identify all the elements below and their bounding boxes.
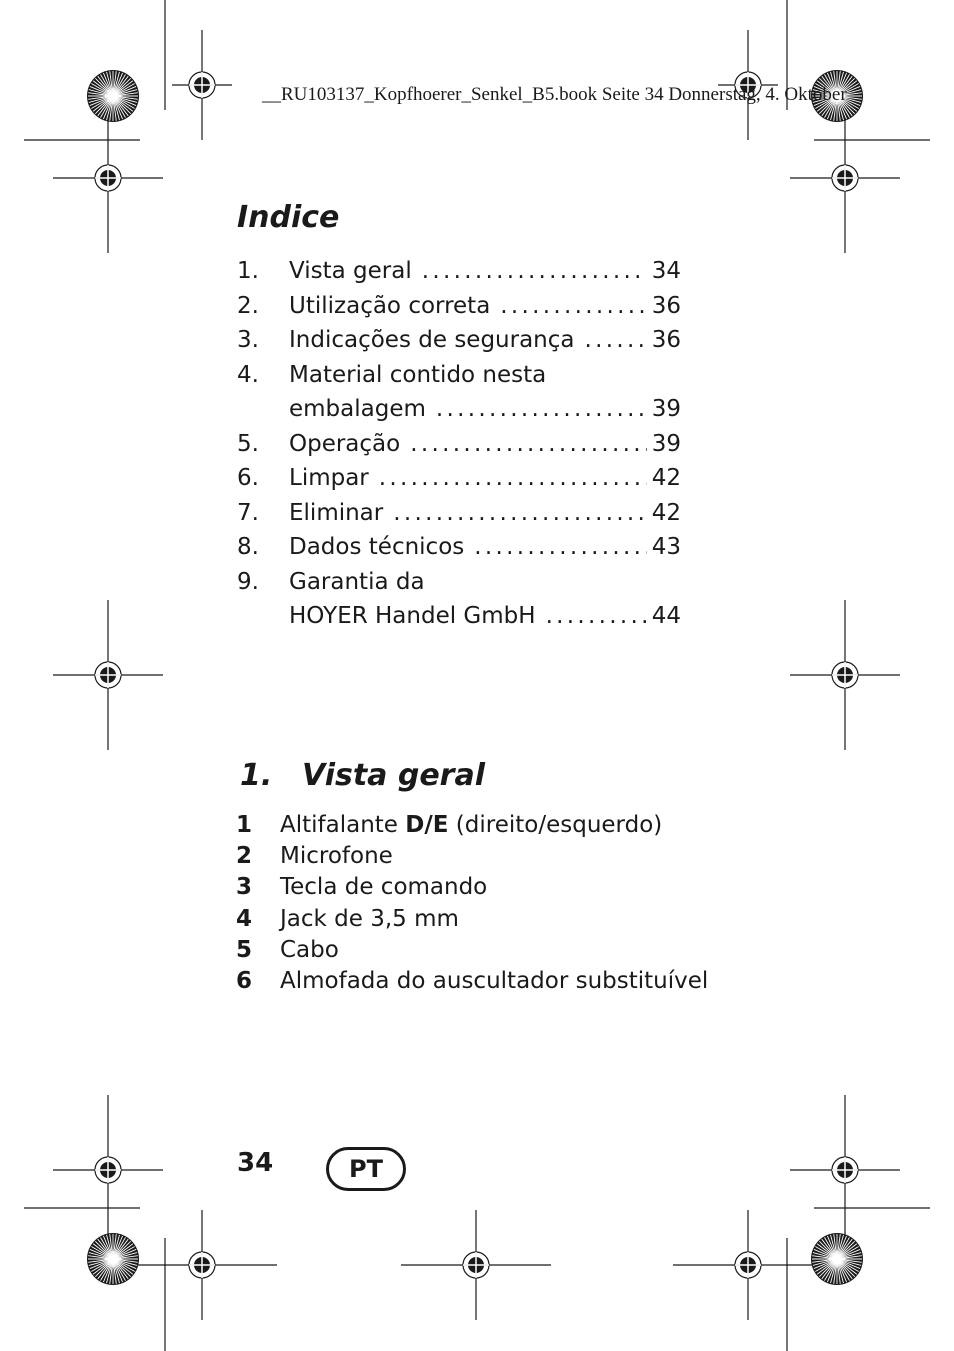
part-number: 5 [236, 936, 253, 963]
section-title: Vista geral [302, 758, 486, 793]
part-number: 6 [236, 967, 253, 994]
toc-entry-page: 39 [651, 396, 681, 422]
toc-entry-number: 5. [237, 430, 259, 457]
section-number: 1. [240, 758, 273, 793]
part-item [236, 841, 708, 872]
toc-leader-dots [500, 289, 647, 324]
toc-entry-page: 42 [651, 465, 681, 491]
toc-entry [237, 496, 681, 531]
toc-entry-number: 4. [237, 361, 259, 388]
part-item [236, 872, 708, 903]
toc-entry-page: 39 [651, 430, 681, 457]
toc-entry-page: 43 [651, 534, 681, 560]
part-item [236, 935, 708, 966]
table-of-contents [237, 254, 681, 634]
toc-entry-title: Limpar [289, 465, 369, 491]
toc-leader-dots [474, 530, 647, 565]
toc-entry-title: Material contido nesta [289, 361, 547, 388]
toc-leader-dots [585, 323, 648, 358]
toc-leader-dots [546, 599, 647, 634]
part-number: 4 [236, 905, 253, 932]
toc-entry [237, 323, 681, 358]
toc-leader-dots [436, 392, 647, 427]
toc-entry-number: 2. [237, 292, 259, 319]
toc-entry [237, 530, 681, 565]
index-title: Indice [237, 200, 340, 235]
toc-entry-number: 8. [237, 534, 259, 560]
part-number: 1 [236, 812, 253, 838]
part-label: Almofada do auscultador substituível [280, 967, 709, 994]
part-label-emphasis: D/E [405, 812, 449, 838]
page-number: 34 [237, 1148, 274, 1178]
toc-entry-title: Garantia da [289, 568, 425, 595]
language-badge: PT [326, 1147, 406, 1191]
toc-entry-number: 3. [237, 327, 259, 353]
parts-list [236, 810, 708, 997]
toc-leader-dots [379, 461, 647, 496]
part-item [236, 904, 708, 935]
print-file-header: __RU103137_Kopfhoerer_Senkel_B5.book Seite 34 Donnerstag, 4. Oktober [262, 84, 847, 105]
part-label: Altifalante [280, 812, 406, 838]
part-number: 2 [236, 843, 253, 870]
toc-entry [237, 427, 681, 462]
toc-entry-title: Utilização correta [289, 292, 491, 319]
toc-entry-page: 44 [651, 603, 681, 629]
toc-entry-title: HOYER Handel GmbH [289, 603, 536, 629]
part-item [236, 966, 708, 997]
toc-entry [237, 565, 681, 600]
toc-entry-page: 36 [651, 327, 681, 353]
part-label: Jack de 3,5 mm [280, 905, 459, 932]
toc-entry [237, 461, 681, 496]
part-label: Cabo [280, 936, 339, 963]
toc-entry [237, 254, 681, 289]
toc-leader-dots [410, 427, 647, 462]
toc-leader-dots [422, 254, 647, 289]
toc-entry-title: embalagem [289, 396, 426, 422]
toc-entry-page: 36 [651, 292, 681, 319]
toc-entry-page: 42 [651, 499, 681, 526]
toc-entry-page: 34 [651, 258, 681, 284]
toc-entry-number: 7. [237, 499, 259, 526]
toc-entry-number: 9. [237, 568, 259, 595]
toc-entry-number: 6. [237, 465, 259, 491]
toc-entry [237, 599, 681, 634]
toc-entry-title: Operação [289, 430, 401, 457]
toc-entry [237, 358, 681, 393]
toc-entry-title: Indicações de segurança [289, 327, 575, 353]
part-label: Tecla de comando [280, 874, 488, 901]
part-label-suffix: (direito/esquerdo) [448, 812, 663, 838]
part-label: Microfone [280, 843, 393, 870]
toc-entry [237, 392, 681, 427]
part-number: 3 [236, 874, 253, 901]
toc-entry [237, 289, 681, 324]
toc-entry-number: 1. [237, 258, 259, 284]
toc-entry-title: Dados técnicos [289, 534, 465, 560]
toc-entry-title: Vista geral [289, 258, 412, 284]
toc-entry-title: Eliminar [289, 499, 384, 526]
toc-leader-dots [393, 496, 647, 531]
section-heading [240, 758, 485, 793]
part-item [236, 810, 708, 841]
